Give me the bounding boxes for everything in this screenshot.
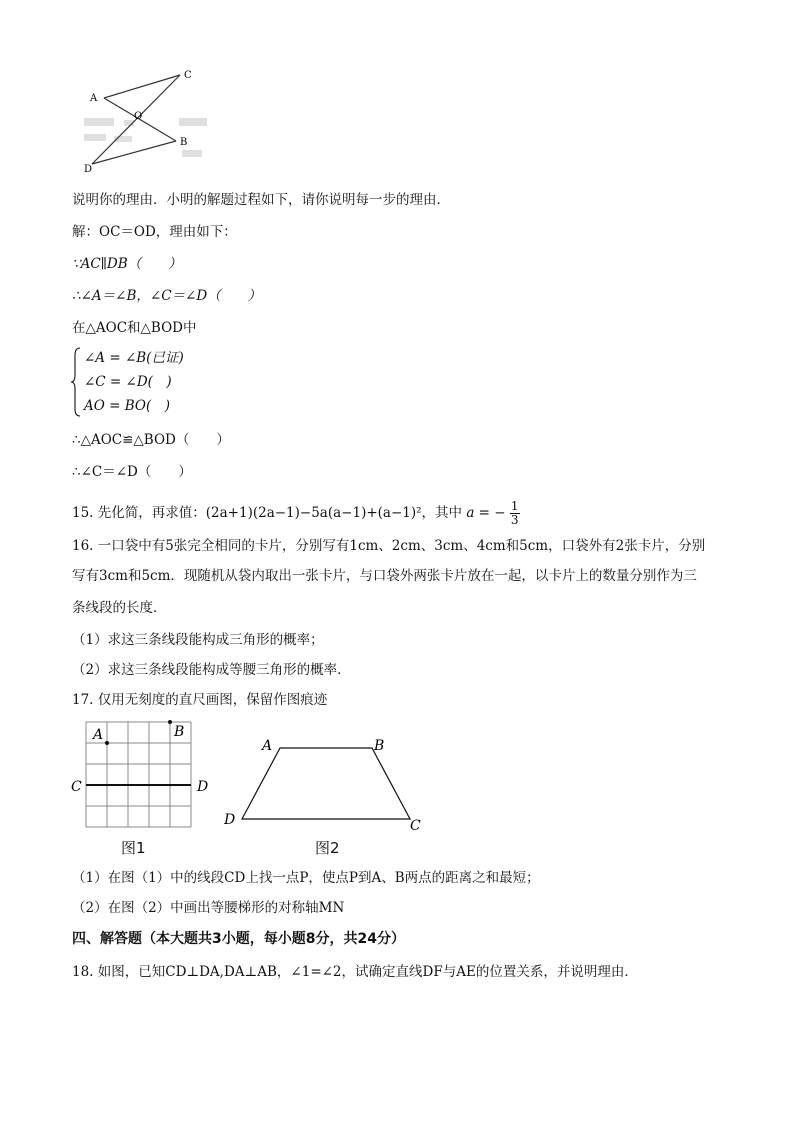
trapezoid-figure-2 bbox=[224, 734, 434, 834]
fig1-caption: 图1 bbox=[121, 839, 146, 857]
label-b: B bbox=[180, 137, 188, 148]
q16-sub2: （2）求这三条线段能构成等腰三角形的概率． bbox=[72, 662, 351, 678]
label-d: D bbox=[84, 164, 93, 175]
system-row-2: ∠C = ∠D( ) bbox=[84, 374, 172, 390]
q16-sub1: （1）求这三条线段能构成三角形的概率； bbox=[72, 632, 324, 648]
q14-step5: ∴∠C＝∠D（ ） bbox=[72, 464, 192, 480]
fig2-label-a: A bbox=[262, 738, 273, 754]
q16-line2: 写有3cm和5cm．现随机从袋内取出一张卡片，与口袋外两张卡片放在一起，以卡片上的数量分别作为三 bbox=[72, 568, 697, 584]
fig2-label-d: D bbox=[224, 812, 236, 828]
crossing-segments-figure bbox=[84, 66, 214, 176]
label-o: O bbox=[134, 111, 143, 122]
fig2-caption: 图2 bbox=[315, 839, 340, 857]
system-row-3: AO = BO( ) bbox=[84, 398, 170, 414]
q14-step1: ∵AC∥DB（ ） bbox=[72, 256, 182, 272]
scan-noise bbox=[84, 118, 207, 157]
q17-title: 17. 仅用无刻度的直尺画图，保留作图痕迹 bbox=[72, 692, 328, 708]
trapezoid-abcd bbox=[242, 748, 410, 819]
segment-db bbox=[92, 141, 176, 164]
fig1-label-d: D bbox=[197, 779, 209, 795]
fig1-label-a: A bbox=[93, 727, 104, 743]
q17-sub1: （1）在图（1）中的线段CD上找一点P，使点P到A、B两点的距离之和最短； bbox=[72, 870, 540, 886]
q15-text: 15. 先化简，再求值：(2a+1)(2a−1)−5a(a−1)+(a−1)²，其中 bbox=[72, 505, 463, 521]
label-a: A bbox=[90, 93, 98, 104]
q14-step2: ∴∠A＝∠B，∠C＝∠D（ ） bbox=[72, 288, 262, 304]
q16-line3: 条线段的长度． bbox=[72, 600, 167, 616]
system-brace bbox=[71, 347, 81, 417]
q18-text: 18. 如图，已知CD⊥DA,DA⊥AB，∠1=∠2，试确定直线DF与AE的位置关系，并说明理由． bbox=[72, 964, 638, 980]
fig1-label-b: B bbox=[174, 724, 185, 740]
q14-solution-intro: 解：OC＝OD，理由如下： bbox=[72, 224, 237, 240]
q16-line1: 16. 一口袋中有5张完全相同的卡片，分别写有1cm、2cm、3cm、4cm和5cm，口袋外有2张卡片，分别 bbox=[72, 538, 706, 554]
q14-step4: ∴△AOC≌△BOD（ ） bbox=[72, 432, 230, 448]
system-row-1: ∠A = ∠B(已证) bbox=[84, 350, 184, 366]
q15-line bbox=[72, 500, 520, 527]
q15-frac-den: 3 bbox=[510, 513, 519, 527]
point-b-fig1 bbox=[168, 720, 172, 724]
label-c: C bbox=[184, 70, 192, 81]
fig2-label-c: C bbox=[410, 818, 421, 834]
q15-value-prefix: a = − bbox=[466, 505, 506, 521]
section4-heading: 四、解答题（本大题共3小题，每小题8分，共24分） bbox=[72, 931, 405, 947]
fig2-label-b: B bbox=[374, 738, 385, 754]
point-a-fig1 bbox=[105, 741, 109, 745]
fig1-label-c: C bbox=[71, 779, 82, 795]
q17-sub2: （2）在图（2）中画出等腰梯形的对称轴MN bbox=[72, 900, 345, 916]
q14-instruction: 说明你的理由．小明的解题过程如下，请你说明每一步的理由． bbox=[72, 192, 450, 208]
q15-fraction bbox=[510, 500, 520, 527]
q15-frac-num: 1 bbox=[510, 499, 519, 513]
q14-step3: 在△AOC和△BOD中 bbox=[72, 320, 197, 336]
grid-figure-1 bbox=[70, 716, 220, 834]
